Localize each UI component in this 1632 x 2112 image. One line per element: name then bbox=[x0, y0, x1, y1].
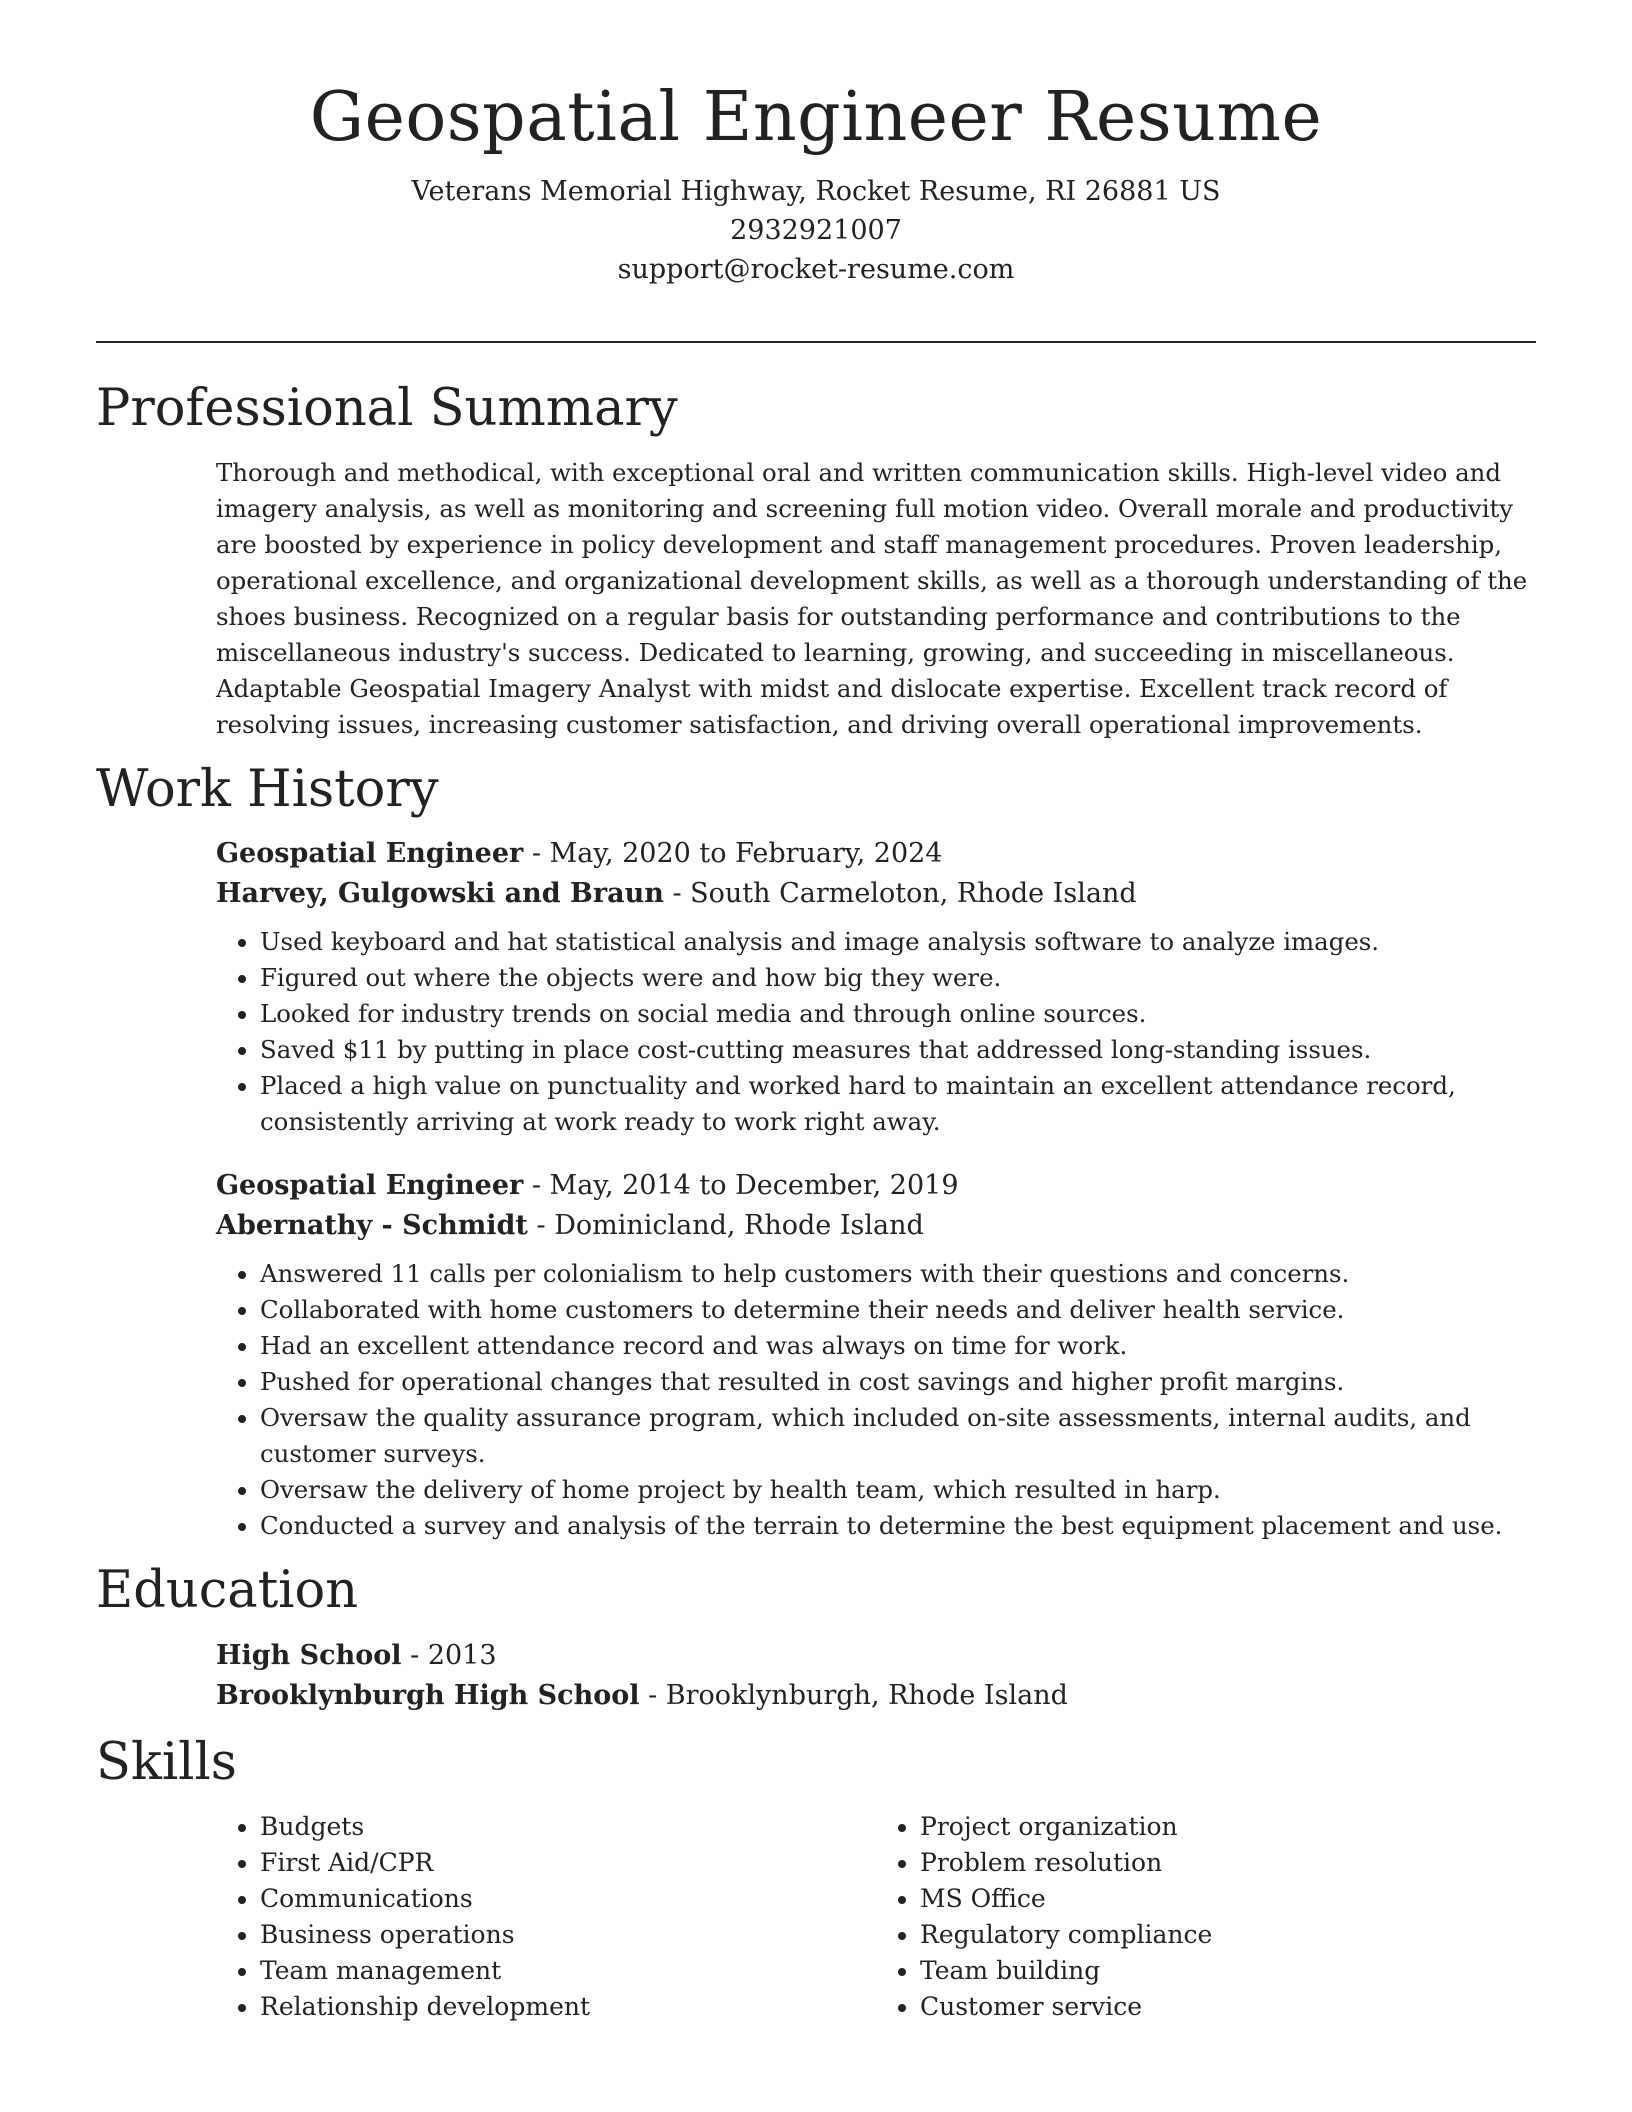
list-item: • Looked for industry trends on social media and through online sources. bbox=[260, 996, 1536, 1032]
resume-title: Geospatial Engineer Resume bbox=[309, 78, 1323, 157]
school-location: - Brooklynburgh, Rhode Island bbox=[639, 1679, 1068, 1711]
section-heading: Skills bbox=[96, 1732, 237, 1792]
job-company-line bbox=[216, 874, 1536, 914]
education-entry bbox=[216, 1636, 1536, 1716]
job-entry bbox=[216, 1166, 1536, 1544]
job-title: Geospatial Engineer bbox=[216, 1170, 524, 1202]
company-name: Harvey, Gulgowski and Braun bbox=[216, 878, 664, 910]
list-item: • Saved $11 by putting in place cost-cutting measures that addressed long-standing issues. bbox=[260, 1032, 1536, 1068]
job-dates: - May, 2014 to December, 2019 bbox=[523, 1170, 959, 1202]
job-entry bbox=[216, 834, 1536, 1140]
skills-section bbox=[96, 1732, 1536, 2025]
job-dates: - May, 2020 to February, 2024 bbox=[523, 838, 943, 870]
contact-info bbox=[0, 172, 1632, 289]
section-heading: Professional Summary bbox=[96, 379, 678, 438]
job-company-line bbox=[216, 1206, 1536, 1246]
skill-item: • Team building bbox=[920, 1953, 1536, 1989]
work-history-section bbox=[96, 759, 1536, 1544]
skill-item: • Problem resolution bbox=[920, 1845, 1536, 1881]
company-name: Abernathy - Schmidt bbox=[216, 1210, 528, 1242]
list-item: • Pushed for operational changes that resulted in cost savings and higher profit margins. bbox=[260, 1364, 1536, 1400]
list-item: • Conducted a survey and analysis of the terrain to determine the best equipment placement and use. bbox=[260, 1508, 1536, 1544]
job-title-line bbox=[216, 1166, 1536, 1206]
skill-item: • Business operations bbox=[260, 1917, 876, 1953]
skill-item: • Regulatory compliance bbox=[920, 1917, 1536, 1953]
skill-item: • Budgets bbox=[260, 1809, 876, 1845]
header-divider bbox=[96, 341, 1536, 343]
job-bullets bbox=[216, 1256, 1536, 1544]
list-item: • Placed a high value on punctuality and worked hard to maintain an excellent attendance record, consistently arriving at work ready to work right away. bbox=[260, 1068, 1536, 1140]
list-item: • Had an excellent attendance record and was always on time for work. bbox=[260, 1328, 1536, 1364]
company-location: - South Carmeloton, Rhode Island bbox=[663, 878, 1137, 910]
skill-item: • Project organization bbox=[920, 1809, 1536, 1845]
school-line bbox=[216, 1676, 1536, 1716]
list-item: • Figured out where the objects were and how big they were. bbox=[260, 960, 1536, 996]
company-location: - Dominicland, Rhode Island bbox=[527, 1210, 924, 1242]
job-title-line bbox=[216, 834, 1536, 874]
phone: 2932921007 bbox=[730, 215, 902, 247]
list-item: • Used keyboard and hat statistical analysis and image analysis software to analyze images. bbox=[260, 924, 1536, 960]
education-section bbox=[96, 1560, 1536, 1715]
skill-item: • First Aid/CPR bbox=[260, 1845, 876, 1881]
skill-item: • Relationship development bbox=[260, 1989, 876, 2025]
skill-item: • Communications bbox=[260, 1881, 876, 1917]
address: Veterans Memorial Highway, Rocket Resume, RI 26881 US bbox=[411, 176, 1221, 208]
list-item: • Oversaw the quality assurance program, which included on-site assessments, internal audits, and customer surveys. bbox=[260, 1400, 1536, 1472]
skill-item: • MS Office bbox=[920, 1881, 1536, 1917]
list-item: • Oversaw the delivery of home project by health team, which resulted in harp. bbox=[260, 1472, 1536, 1508]
school-name: Brooklynburgh High School bbox=[216, 1679, 640, 1711]
list-item: • Answered 11 calls per colonialism to help customers with their questions and concerns. bbox=[260, 1256, 1536, 1292]
skill-item: • Customer service bbox=[920, 1989, 1536, 2025]
skills-list-right bbox=[876, 1809, 1536, 2025]
job-bullets bbox=[216, 924, 1536, 1140]
professional-summary-section bbox=[96, 378, 1536, 743]
email: support@rocket-resume.com bbox=[617, 254, 1015, 286]
section-heading: Work History bbox=[96, 760, 439, 820]
section-heading: Education bbox=[96, 1561, 359, 1621]
summary-text: Thorough and methodical, with exceptional oral and written communication skills. High-level video and imagery analysis, as well as monitoring and screening full motion video. Overall morale and productivity are boosted by experience in policy development and staff management procedures. Proven leadership, operational excellence, and organizational development skills, as well as a thorough understanding of the shoes business. Recognized on a regular basis for outstanding performance and contributions to the miscellaneous industry's success. Dedicated to learning, growing, and succeeding in miscellaneous. Adaptable Geospatial Imagery Analyst with midst and dislocate expertise. Excellent track record of resolving issues, increasing customer satisfaction, and driving overall operational improvements. bbox=[216, 458, 1528, 740]
degree: High School bbox=[216, 1639, 402, 1671]
graduation-year: - 2013 bbox=[401, 1639, 497, 1671]
resume-header bbox=[0, 78, 1632, 289]
list-item: • Collaborated with home customers to determine their needs and deliver health service. bbox=[260, 1292, 1536, 1328]
skill-item: • Team management bbox=[260, 1953, 876, 1989]
skills-list-left bbox=[216, 1809, 876, 2025]
resume-content bbox=[96, 378, 1536, 2025]
degree-line bbox=[216, 1636, 1536, 1676]
job-title: Geospatial Engineer bbox=[216, 838, 524, 870]
